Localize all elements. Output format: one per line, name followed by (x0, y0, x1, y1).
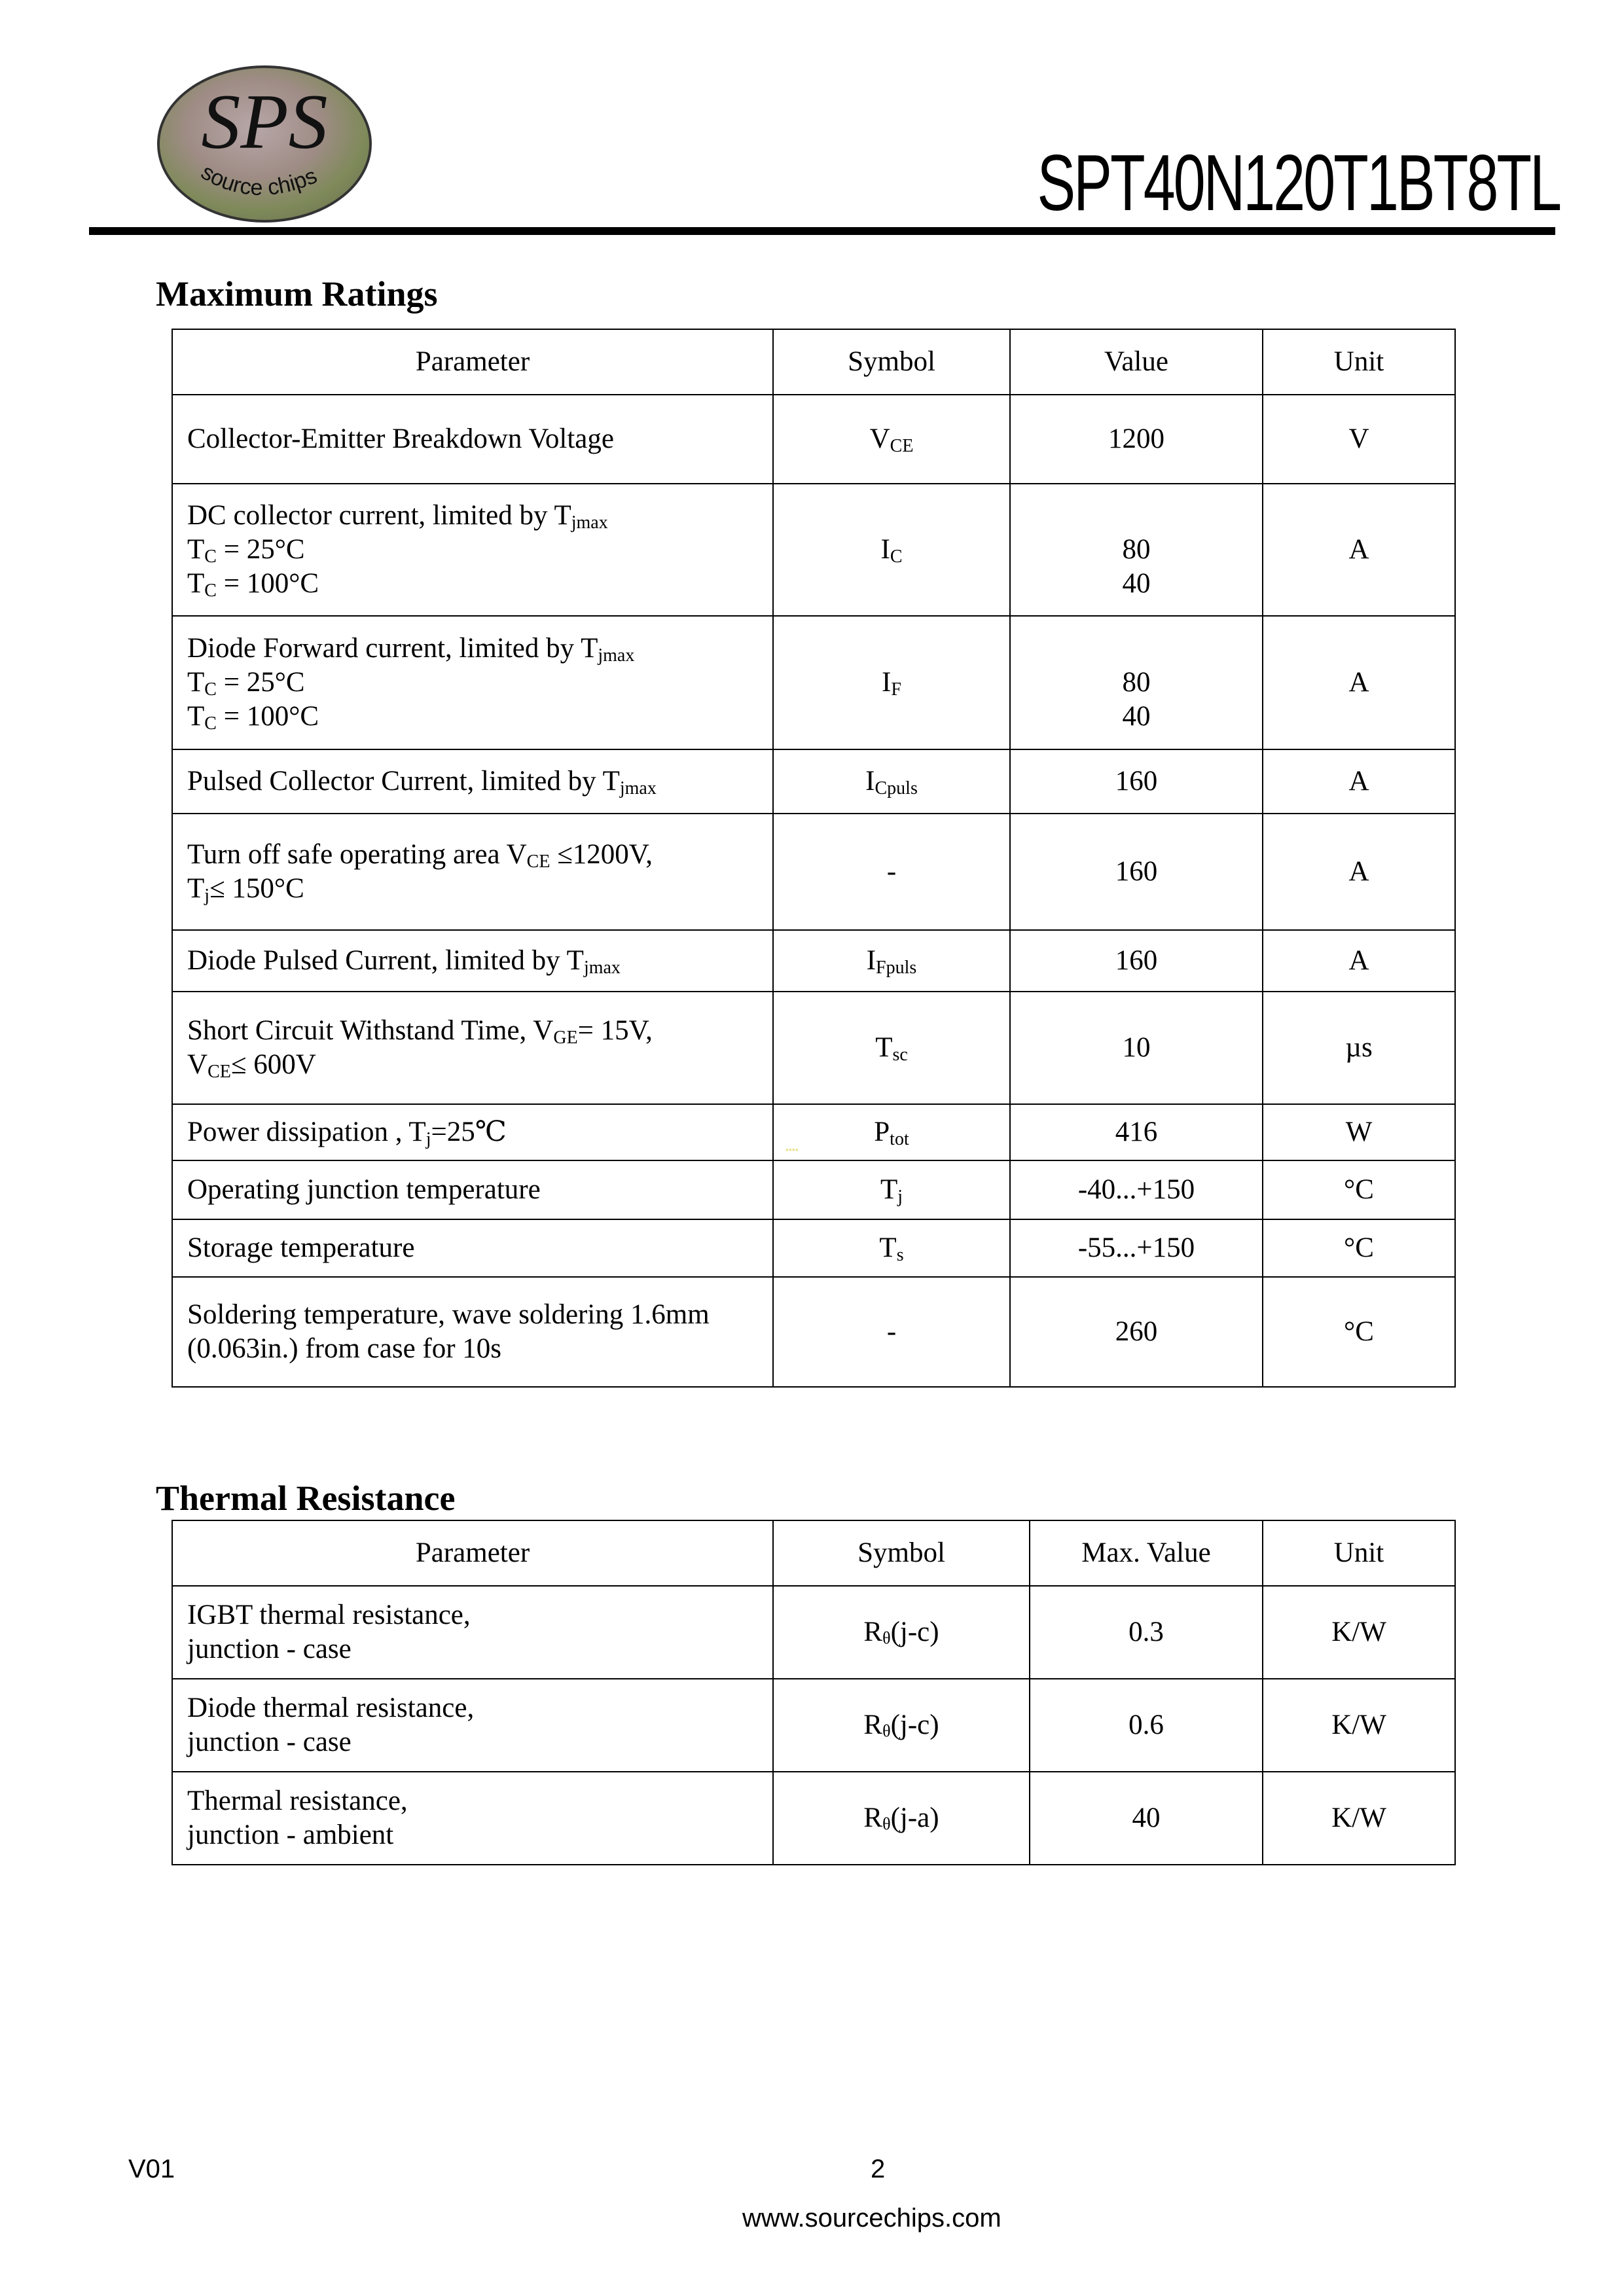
symbol-cell: $T_s$ (773, 1219, 1010, 1277)
unit-cell: A (1263, 484, 1455, 616)
value-cell: 10 (1010, 992, 1263, 1104)
value-cell: 1200 (1010, 395, 1263, 484)
symbol-cell: $I_C$ (773, 484, 1010, 616)
table-row (172, 395, 1455, 484)
logo-tagline: source chips (196, 159, 321, 201)
col-header-value: Max. Value (1030, 1520, 1263, 1586)
symbol-cell: $R_\theta(j-c)$ (773, 1679, 1030, 1772)
value-cell: -40...+150 (1010, 1160, 1263, 1219)
unit-cell: K/W (1263, 1772, 1455, 1865)
unit-cell: °C (1263, 1160, 1455, 1219)
parameter-cell: Storage temperature (172, 1219, 773, 1277)
value-cell: 80 40 (1010, 616, 1263, 749)
symbol-cell: $P_{tot}$ (773, 1104, 1010, 1160)
col-header-parameter: Parameter (172, 329, 773, 395)
logo-wordmark: SPS (201, 78, 328, 165)
symbol-cell: - (773, 1277, 1010, 1387)
table-row (172, 484, 1455, 616)
parameter-cell: Short Circuit Withstand Time, $V_{GE}= 15V$, $V_{CE}\le 600V$ (172, 992, 773, 1104)
table-row (172, 992, 1455, 1104)
col-header-symbol: Symbol (773, 329, 1010, 395)
symbol-cell: $R_\theta(j-c)$ (773, 1586, 1030, 1679)
table-row (172, 1104, 1455, 1160)
max-ratings-table (171, 329, 1456, 1388)
parameter-cell: Pulsed Collector Current, limited by $T_{jmax}$ (172, 749, 773, 814)
table-row (172, 1679, 1455, 1772)
unit-cell: °C (1263, 1277, 1455, 1387)
table-row (172, 1277, 1455, 1387)
table-row (172, 616, 1455, 749)
symbol-cell: - (773, 814, 1010, 930)
symbol-cell: $R_\theta(j-a)$ (773, 1772, 1030, 1865)
unit-cell: µs (1263, 992, 1455, 1104)
table-row (172, 1160, 1455, 1219)
unit-cell: A (1263, 616, 1455, 749)
parameter-cell: DC collector current, limited by $T_{jmax}$ $T_C = 25^\circ C$ $T_C = 100^\circ C$ (172, 484, 773, 616)
symbol-cell: $I_F$ (773, 616, 1010, 749)
col-header-symbol: Symbol (773, 1520, 1030, 1586)
footer-website: www.sourcechips.com (742, 2204, 1001, 2233)
symbol-cell: $V_{CE}$ (773, 395, 1010, 484)
value-cell: 160 (1010, 930, 1263, 992)
watermark-stamp: ▪▪▪▪ (785, 1144, 799, 1155)
value-cell: 0.3 (1030, 1586, 1263, 1679)
parameter-cell: IGBT thermal resistance, junction - case (172, 1586, 773, 1679)
value-cell: 160 (1010, 749, 1263, 814)
value-cell: 0.6 (1030, 1679, 1263, 1772)
col-header-unit: Unit (1263, 329, 1455, 395)
unit-cell: A (1263, 930, 1455, 992)
value-cell: 80 40 (1010, 484, 1263, 616)
table-row (172, 930, 1455, 992)
col-header-unit: Unit (1263, 1520, 1455, 1586)
unit-cell: °C (1263, 1219, 1455, 1277)
unit-cell: K/W (1263, 1586, 1455, 1679)
value-cell: 40 (1030, 1772, 1263, 1865)
symbol-cell: $T_j$ (773, 1160, 1010, 1219)
symbol-cell: $I_{Fpuls}$ (773, 930, 1010, 992)
unit-cell: A (1263, 814, 1455, 930)
parameter-cell: Turn off safe operating area $V_{CE} \le 1200V$, $T_j\le 150^\circ C$ (172, 814, 773, 930)
parameter-cell: Diode Pulsed Current, limited by $T_{jmax}$ (172, 930, 773, 992)
symbol-cell: $I_{Cpuls}$ (773, 749, 1010, 814)
parameter-cell: Operating junction temperature (172, 1160, 773, 1219)
unit-cell: W (1263, 1104, 1455, 1160)
unit-cell: K/W (1263, 1679, 1455, 1772)
col-header-parameter: Parameter (172, 1520, 773, 1586)
parameter-cell: Diode Forward current, limited by $T_{jmax}$ $T_C = 25^\circ C$ $T_C = 100^\circ C$ (172, 616, 773, 749)
parameter-cell: Thermal resistance, junction - ambient (172, 1772, 773, 1865)
parameter-cell: Collector-Emitter Breakdown Voltage (172, 395, 773, 484)
footer-page-number: 2 (871, 2155, 886, 2183)
unit-cell: V (1263, 395, 1455, 484)
parameter-cell: Soldering temperature, wave soldering 1.6mm (0.063in.) from case for 10s (172, 1277, 773, 1387)
table-row (172, 1219, 1455, 1277)
parameter-cell: Diode thermal resistance, junction - case (172, 1679, 773, 1772)
table-row (172, 814, 1455, 930)
part-number: SPT40N120T1BT8TL (1037, 138, 1560, 227)
max-ratings-title: Maximum Ratings (156, 274, 438, 314)
value-cell: -55...+150 (1010, 1219, 1263, 1277)
parameter-cell: Power dissipation , $T_j=25℃$ (172, 1104, 773, 1160)
footer-version: V01 (128, 2155, 175, 2183)
value-cell: 260 (1010, 1277, 1263, 1387)
value-cell: 160 (1010, 814, 1263, 930)
table-row (172, 1586, 1455, 1679)
sps-logo (156, 64, 373, 224)
unit-cell: A (1263, 749, 1455, 814)
table-row (172, 1772, 1455, 1865)
header-rule (89, 227, 1555, 235)
thermal-table (171, 1520, 1456, 1865)
table-row (172, 749, 1455, 814)
value-cell: 416 (1010, 1104, 1263, 1160)
thermal-title: Thermal Resistance (156, 1479, 456, 1518)
col-header-value: Value (1010, 329, 1263, 395)
symbol-cell: $T_{sc}$ (773, 992, 1010, 1104)
